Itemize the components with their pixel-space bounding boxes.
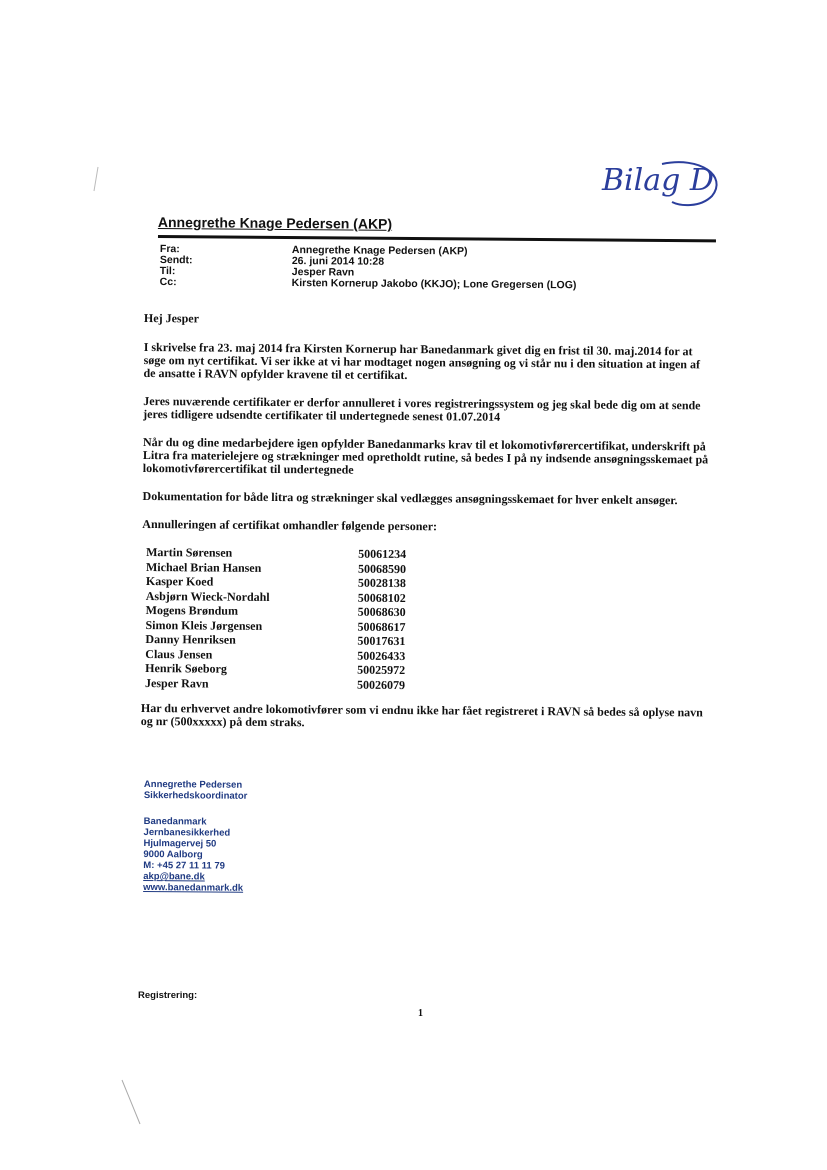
body-paragraph: Dokumentation for både litra og strækninger skal vedlægges ansøgningsskemaet for hver enkelt ansøger. — [142, 488, 678, 508]
person-name: Kasper Koed — [145, 574, 214, 589]
persons-intro: Annulleringen af certifikat omhandler følgende personer: — [142, 516, 438, 534]
page-number: 1 — [418, 1008, 423, 1019]
signature-website-link[interactable]: www.banedanmark.dk — [143, 881, 244, 894]
signature-department: Jernbanesikkerhed — [143, 826, 231, 839]
person-name: Henrik Søeborg — [145, 661, 227, 676]
person-number: 50068617 — [357, 619, 406, 634]
greeting: Hej Jesper — [143, 311, 199, 326]
signature-email-link[interactable]: akp@bane.dk — [143, 870, 205, 883]
person-number: 50068590 — [357, 561, 407, 576]
handwritten-annotation — [600, 150, 730, 220]
handwritten-label: Bilag D — [602, 163, 714, 198]
person-number: 50017631 — [357, 633, 406, 649]
persons-list — [145, 545, 712, 694]
person-number: 50026433 — [357, 648, 406, 663]
person-number: 50061234 — [358, 546, 407, 562]
header-key: Sendt: — [159, 253, 193, 267]
signature-city: 9000 Aalborg — [143, 848, 203, 861]
closing-paragraph: Har du erhvervet andre lokomotivfører som vi endnu ikke har fået registreret i RAVN så bedes så oplyse navn og nr (500xxxxx) på dem straks. — [140, 700, 703, 730]
sender-name-heading: Annegrethe Knage Pedersen (AKP) — [157, 214, 393, 232]
signature-block — [143, 779, 247, 894]
scan-artifact-top — [90, 165, 100, 195]
header-key: Cc: — [159, 275, 177, 289]
person-number: 50028138 — [357, 575, 406, 591]
person-number: 50068630 — [357, 604, 406, 620]
person-name: Danny Henriksen — [145, 632, 236, 647]
person-row — [145, 676, 711, 695]
person-number: 50068102 — [357, 590, 406, 605]
signature-street: Hjulmagervej 50 — [143, 837, 217, 850]
person-number: 50025972 — [357, 662, 406, 678]
signature-title: Sikkerhedskoordinator — [143, 789, 248, 802]
body-paragraph: I skrivelse fra 23. maj 2014 fra Kirsten Kornerup har Banedanmark givet dig en frist til 30. maj.2014 for at søge om nyt certifikat. Vi ser ikke at vi har modtaget nogen ansøgning og vi står nu i den situation at ingen af de ansatte i RAVN opfylder kravene til et certifikat. — [143, 339, 701, 383]
person-name: Jesper Ravn — [145, 675, 209, 691]
signature-name: Annegrethe Pedersen — [143, 779, 243, 791]
header-divider — [158, 235, 716, 242]
person-name: Asbjørn Wieck-Nordahl — [145, 588, 270, 604]
signature-company: Banedanmark — [143, 815, 207, 828]
registration-label: Registrering: — [138, 990, 198, 1001]
signature-gap — [144, 801, 248, 817]
handwritten-annotation-svg — [600, 150, 730, 220]
email-header — [160, 244, 580, 291]
header-value: Annegrethe Knage Pedersen (AKP) — [291, 244, 468, 258]
header-key: Fra: — [159, 243, 180, 256]
body-paragraph: Jeres nuværende certifikater er derfor annulleret i vores registreringssystem og jeg skal bede dig om at sende jeres tidligere udsendte certifikater til undertegnede senest 01.07.2014 — [143, 393, 701, 424]
header-value: Kirsten Kornerup Jakobo (KKJO); Lone Gregersen (LOG) — [291, 277, 577, 292]
scan-artifact-bottom — [118, 1078, 148, 1128]
person-name: Michael Brian Hansen — [145, 559, 262, 575]
person-number: 50026079 — [357, 677, 406, 692]
header-value: 26. juni 2014 10:28 — [291, 255, 385, 268]
header-row-cc — [160, 277, 580, 291]
header-value: Jesper Ravn — [291, 266, 355, 279]
person-name: Simon Kleis Jørgensen — [145, 617, 263, 633]
person-name: Mogens Brøndum — [145, 603, 239, 618]
header-key: Til: — [159, 264, 176, 278]
person-name: Claus Jensen — [145, 646, 213, 662]
email-body — [141, 312, 714, 732]
person-name: Martin Sørensen — [146, 545, 233, 560]
body-paragraph: Når du og dine medarbejdere igen opfylder Banedanmarks krav til et lokomotivførercertifikat, underskrift på Litra fra materielejere og strækninger med opretholdt rutine, så bedes I på ny indsende ansøgningsskemaet på lokomotivførercertifikat til undertegnede — [142, 434, 709, 477]
signature-phone: M: +45 27 11 11 79 — [143, 859, 225, 872]
